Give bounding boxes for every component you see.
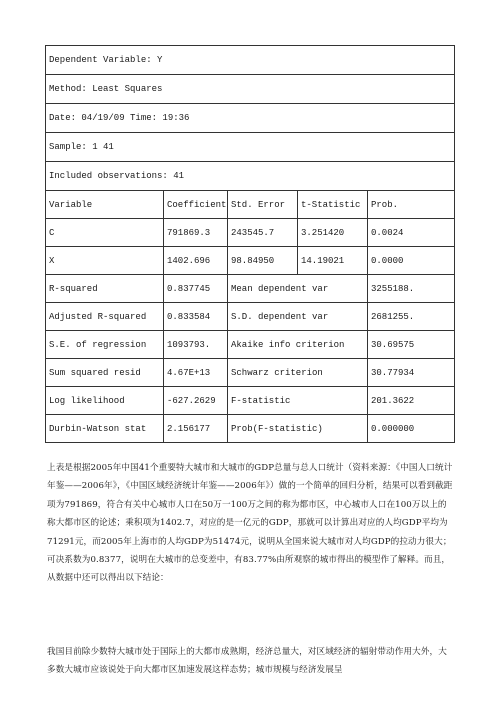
coefficient-row — [46, 247, 455, 275]
column-header: Prob. — [368, 191, 455, 219]
column-header: Coefficient — [164, 191, 228, 219]
paragraph-text: 上表是根据2005年中国41个重要特大城市和大城市的GDP总量与总人口统计（资料来源：《中国人口统计年鉴——2006年》，《中国区域经济统计年鉴——2006年》）做的一个简单的回归分析，结果可以看到截距项为791869，符合有关中心城市人口在50万一100万之间的称为都市区，中心城市人口在100万以上的称大都市区的论述；乘积项为1402.7，对应的是一亿元的GDP，那就可以计算出对应的人均GDP平均为71291元，而2005年上海市的人均GDP为51474元，说明从全国来说大城市对人均GDP的拉动力很大；可决系数为0.8377，说明在大城市的总变差中，有83.77%由所观察的城市得出的模型作了解释。而且，从数据中还可以得出以下结论： — [47, 463, 453, 584]
stat-value-cell: 1093793. — [164, 331, 228, 359]
column-header: Variable — [46, 191, 164, 219]
stat-value-cell: 4.67E+13 — [164, 359, 228, 387]
conclusion-paragraph — [47, 643, 455, 680]
stat-value-cell: 30.77934 — [368, 359, 455, 387]
stat-value-cell: 2.156177 — [164, 415, 228, 443]
sample-cell: Sample: 1 41 — [46, 133, 455, 162]
prob-cell: 0.0024 — [368, 219, 455, 247]
paragraph-text: 我国目前除少数特大城市处于国际上的大都市成熟期，经济总量大，对区域经济的辐射带动作用大外，大多数大城市应该说处于向大都市区加速发展这样态势；城市规模与经济发展呈 — [47, 647, 447, 676]
stat-label-cell: Log likelihood — [46, 387, 164, 415]
stat-value-cell: 0.000000 — [368, 415, 455, 443]
method-cell: Method: Least Squares — [46, 75, 455, 104]
stat-label-cell: F-statistic — [228, 387, 368, 415]
stat-label-cell: Prob(F-statistic) — [228, 415, 368, 443]
header-row — [46, 162, 455, 191]
coefficient-cell: 1402.696 — [164, 247, 228, 275]
std-error-cell: 243545.7 — [228, 219, 298, 247]
coefficient-header-row — [46, 191, 455, 219]
stat-label-cell: R-squared — [46, 275, 164, 303]
stat-value-cell: 0.833584 — [164, 303, 228, 331]
stat-value-cell: 2681255. — [368, 303, 455, 331]
column-header: t-Statistic — [298, 191, 368, 219]
stat-value-cell: 0.837745 — [164, 275, 228, 303]
statistic-row — [46, 331, 455, 359]
statistic-row — [46, 387, 455, 415]
coefficient-row — [46, 219, 455, 247]
header-row — [46, 75, 455, 104]
stat-value-cell: 201.3622 — [368, 387, 455, 415]
stat-value-cell: -627.2629 — [164, 387, 228, 415]
t-statistic-cell: 14.19021 — [298, 247, 368, 275]
stat-value-cell: 3255188. — [368, 275, 455, 303]
stat-label-cell: S.E. of regression — [46, 331, 164, 359]
statistic-row — [46, 275, 455, 303]
stat-value-cell: 30.69575 — [368, 331, 455, 359]
stat-label-cell: Durbin-Watson stat — [46, 415, 164, 443]
dependent-variable-cell: Dependent Variable: Y — [46, 46, 455, 75]
std-error-cell: 98.84950 — [228, 247, 298, 275]
header-row — [46, 133, 455, 162]
header-row — [46, 104, 455, 133]
regression-output-table — [45, 45, 455, 443]
observations-cell: Included observations: 41 — [46, 162, 455, 191]
variable-cell: X — [46, 247, 164, 275]
stat-label-cell: Mean dependent var — [228, 275, 368, 303]
statistic-row — [46, 415, 455, 443]
stat-label-cell: Sum squared resid — [46, 359, 164, 387]
prob-cell: 0.0000 — [368, 247, 455, 275]
column-header: Std. Error — [228, 191, 298, 219]
stat-label-cell: S.D. dependent var — [228, 303, 368, 331]
coefficient-cell: 791869.3 — [164, 219, 228, 247]
statistic-row — [46, 303, 455, 331]
header-row — [46, 46, 455, 75]
stat-label-cell: Schwarz criterion — [228, 359, 368, 387]
analysis-paragraph — [47, 459, 455, 588]
variable-cell: C — [46, 219, 164, 247]
statistic-row — [46, 359, 455, 387]
t-statistic-cell: 3.251420 — [298, 219, 368, 247]
stat-label-cell: Akaike info criterion — [228, 331, 368, 359]
date-cell: Date: 04/19/09 Time: 19:36 — [46, 104, 455, 133]
stat-label-cell: Adjusted R-squared — [46, 303, 164, 331]
